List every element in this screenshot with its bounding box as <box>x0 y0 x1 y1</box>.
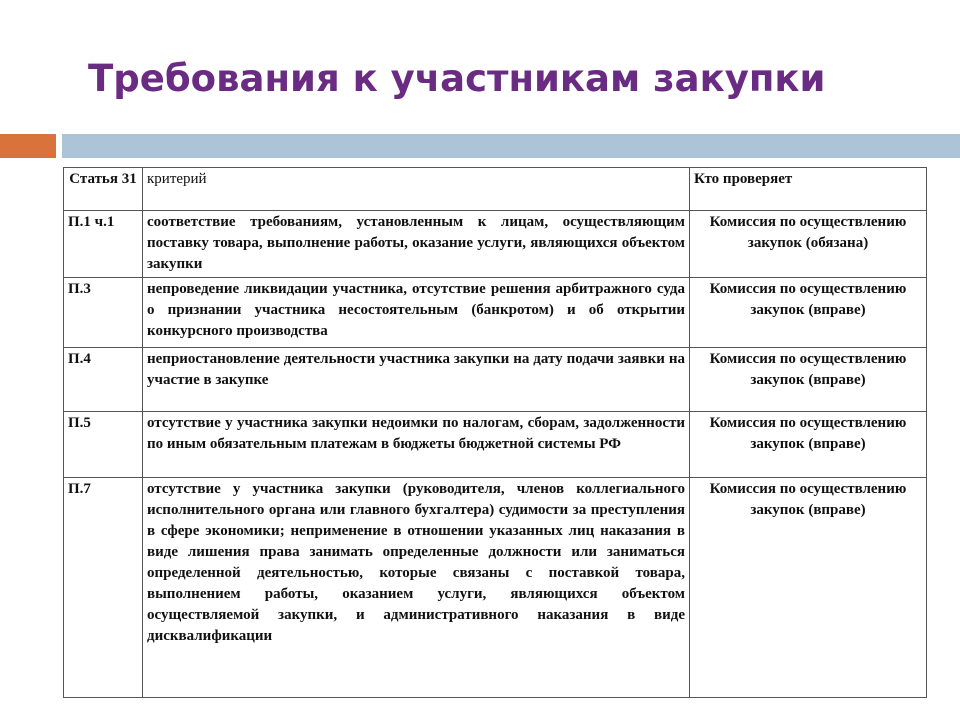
table-row <box>64 211 927 278</box>
row-article: П.5 <box>64 412 143 478</box>
row-criterion-text: неприостановление деятельности участника закупки на дату подачи заявки на участие в закупке <box>147 351 685 388</box>
row-criterion <box>143 412 690 478</box>
accent-bar-blue <box>62 134 960 158</box>
row-article: П.7 <box>64 478 143 698</box>
row-article: П.3 <box>64 278 143 348</box>
table-row <box>64 278 927 348</box>
page-title: Требования к участникам закупки <box>88 57 826 100</box>
row-criterion-text: непроведение ликвидации участника, отсутствие решения арбитражного суда о признании участника несостоятельным (банкротом) и об открытии конкурсного производства <box>147 281 685 339</box>
row-criterion-text: отсутствие у участника закупки недоимки по налогам, сборам, задолженности по иным обязательным платежам в бюджеты бюджетной системы РФ <box>147 415 685 452</box>
accent-bar-orange <box>0 134 56 158</box>
row-criterion-text: соответствие требованиям, установленным к лицам, осуществляющим поставку товара, выполнение работы, оказание услуги, являющихся объектом закупки <box>147 214 685 272</box>
row-criterion <box>143 278 690 348</box>
row-checker: Комиссия по осуществлению закупок (вправе) <box>690 278 927 348</box>
row-criterion <box>143 478 690 698</box>
row-criterion-text: отсутствие у участника закупки (руководителя, членов коллегиального исполнительного органа или главного бухгалтера) судимости за преступления в сфере экономики; неприменение в отношении указанных лиц наказания в виде лишения права занимать определенные должности или заниматься определенной деятельностью, которые связаны с поставкой товара, выполнением работы, оказанием услуги, являющихся объектом осуществляемой закупки, и административного наказания в виде дисквалификации <box>147 481 685 644</box>
row-checker: Комиссия по осуществлению закупок (обязана) <box>690 211 927 278</box>
row-criterion <box>143 348 690 412</box>
requirements-table <box>63 167 927 698</box>
header-criterion: критерий <box>143 168 690 211</box>
row-article: П.4 <box>64 348 143 412</box>
header-checker: Кто проверяет <box>690 168 927 211</box>
row-checker: Комиссия по осуществлению закупок (вправе) <box>690 348 927 412</box>
table-row <box>64 478 927 698</box>
table-header-row <box>64 168 927 211</box>
row-article: П.1 ч.1 <box>64 211 143 278</box>
row-criterion <box>143 211 690 278</box>
row-checker: Комиссия по осуществлению закупок (вправе) <box>690 478 927 698</box>
header-article: Статья 31 <box>64 168 143 211</box>
table-row <box>64 348 927 412</box>
row-checker: Комиссия по осуществлению закупок (вправе) <box>690 412 927 478</box>
table-row <box>64 412 927 478</box>
